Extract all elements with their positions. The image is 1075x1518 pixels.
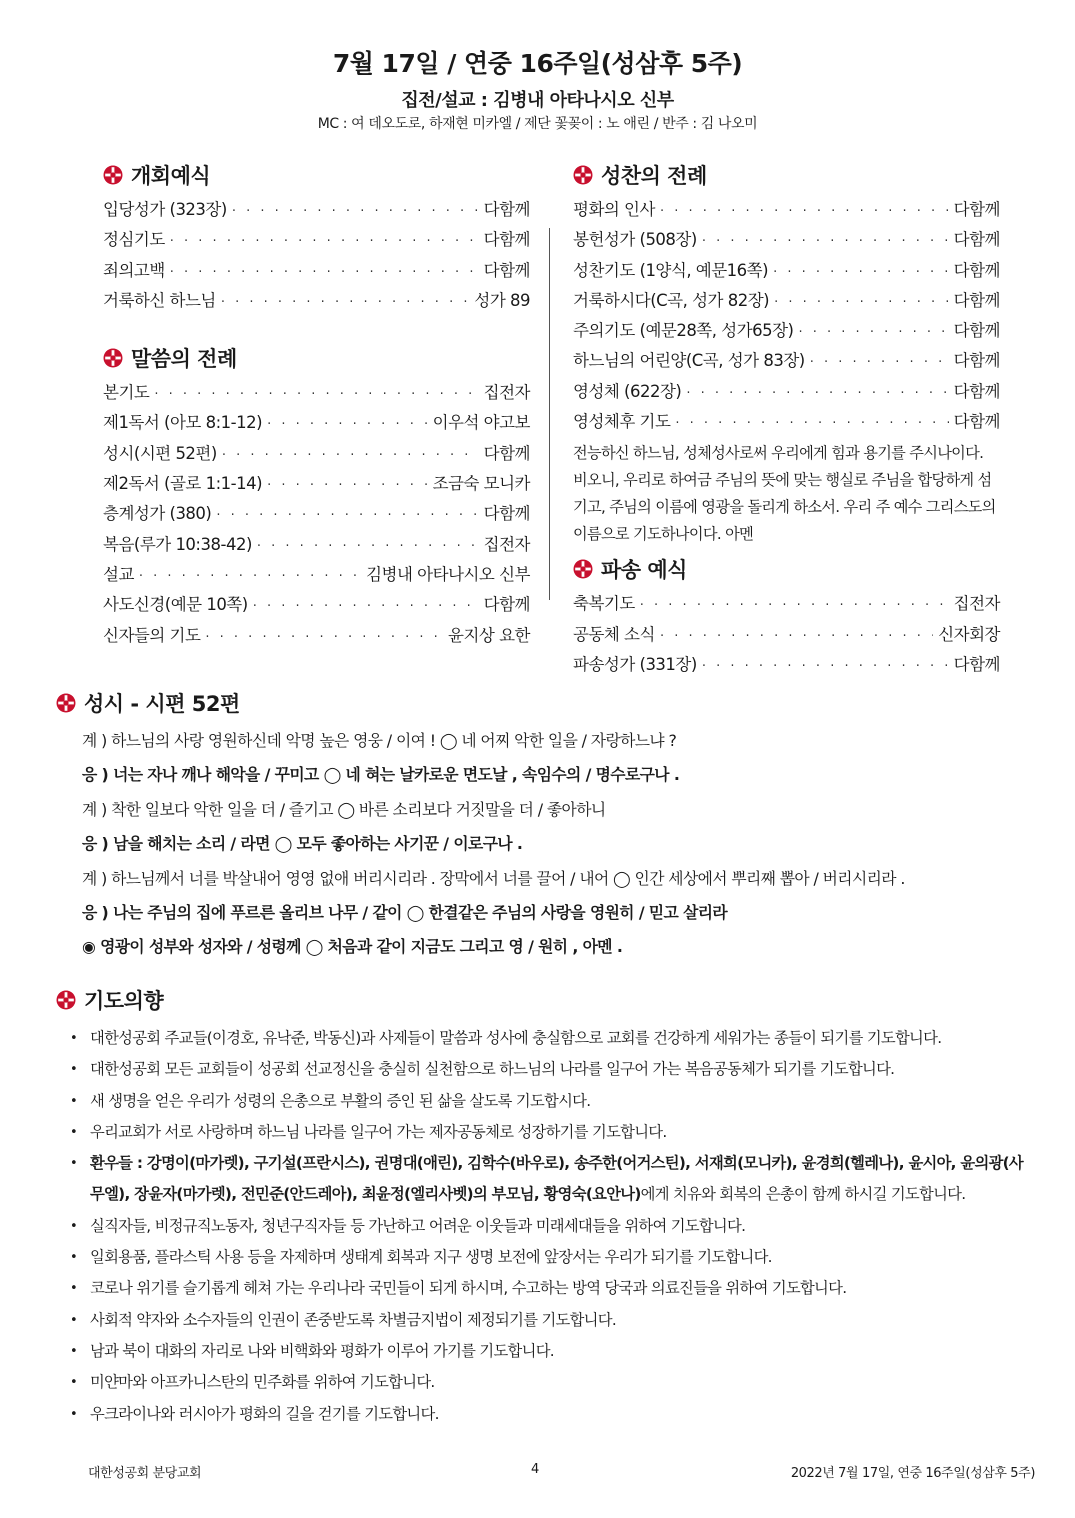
program-item-label: 주의기도 (예문28쪽, 성가65장) [573,321,794,341]
dot-leader [267,417,428,432]
list-item: • 우리교회가 서로 사랑하며 하느님 나라를 일구어 가는 제자공동체로 성장하기를 기도합니다. [56,1117,1026,1148]
footer-page-number: 4 [531,1462,539,1477]
program-row [573,378,1000,408]
program-item-value: 다함께 [483,443,530,463]
sick-names: 강명이(마가렛), 구기설(프란시스), 권명대(애린), 김학수(바우로), 송주한(어거스틴), 서재희(모니카), 윤경희(헬레나), 윤시아, 윤의광(사무엘), 장윤자(마가렛), 전민준(안드레아), 최윤정(엘리사벳)의 부모님, 황영숙(요안나) [90,1154,1024,1204]
program-row [103,409,530,439]
program-item-value: 다함께 [483,595,530,615]
red-cross-icon [573,165,593,185]
program-item-label: 거룩하신 하느님 [103,290,216,310]
program-item-value: 조금숙 모니카 [432,474,530,494]
list-item: • 남과 북이 대화의 자리로 나와 비핵화와 평화가 이루어 가기를 기도합니다. [56,1336,1026,1367]
dot-leader [221,295,470,310]
intentions-list [56,1023,1026,1430]
dot-leader [257,539,479,554]
program-row [573,287,1000,317]
program-item-value: 성가 89 [474,290,530,310]
program-row [103,470,530,500]
program-row [573,621,1000,651]
program-row [103,226,530,256]
program-row [103,500,530,530]
section-opening-heading: 개회예식 [103,160,530,190]
section-psalm-heading: 성시 - 시편 52편 [56,688,1026,718]
program-row [573,590,1000,620]
red-cross-icon [103,165,123,185]
red-cross-icon [56,990,76,1010]
program-row [573,257,1000,287]
program-item-value: 이우석 야고보 [432,413,530,433]
list-item: • 대한성공회 주교들(이경호, 유낙준, 박동신)과 사제들이 말씀과 성사에 충실함으로 교회를 건강하게 세워가는 종들이 되기를 기도합니다. [56,1023,1026,1054]
program-item-label: 하느님의 어린양(C곡, 성가 83장) [573,351,805,371]
program-item-value: 다함께 [953,412,1000,432]
dot-leader [205,630,443,645]
section-intentions-heading: 기도의향 [56,985,1026,1015]
program-item-value: 다함께 [953,290,1000,310]
dot-leader [216,508,478,523]
program-item-label: 입당성가 (323장) [103,200,227,219]
program-row [103,287,530,317]
program-row [103,622,530,652]
dot-leader [640,598,949,613]
program-row [103,561,530,591]
footer-church: 대한성공회 분당교회 [88,1466,202,1481]
dot-leader [773,265,949,280]
program-item-value: 신자회장 [938,624,1000,644]
dot-leader [810,355,949,370]
program-item-label: 죄의고백 [103,260,165,280]
dot-leader [154,387,478,402]
mc-line: MC : 여 데오도로, 하재현 미카엘 / 제단 꽃꽂이 : 노 애린 / 반주 : 김 나오미 [317,116,758,132]
post-communion-prayer: 전능하신 하느님, 성체성사로써 우리에게 힘과 용기를 주시나이다. 비오니, 우리로 하여금 주님의 뜻에 맞는 행실로 주님을 합당하게 섬기고, 주님의 이름에 영광을 돌리게 하소서. 우리 주 예수 그리스도의 이름으로 기도하나이다. 아멘 [573,444,996,544]
program-item-value: 다함께 [953,321,1000,341]
program-item-label: 파송성가 (331장) [573,654,697,674]
list-item: • 실직자들, 비정규직노동자, 청년구직자들 등 가난하고 어려운 이웃들과 미래세대들을 위하여 기도합니다. [56,1211,1026,1242]
list-item: • 미얀마와 아프카니스탄의 민주화를 위하여 기도합니다. [56,1367,1026,1398]
program-item-value: 다함께 [483,230,530,250]
dot-leader [253,599,479,614]
red-cross-icon [56,693,76,713]
red-cross-icon [573,559,593,579]
dot-leader [170,234,479,249]
column-divider [549,228,550,600]
program-item-label: 신자들의 기도 [103,625,201,645]
psalm-line: 응 ) 남을 해치는 소리 / 라면 ◯ 모두 좋아하는 사기꾼 / 이로구나 . [82,834,523,854]
list-item-sick [56,1148,1026,1211]
program-item-value: 다함께 [953,260,1000,280]
dot-leader [660,204,949,219]
program-row [573,196,1000,226]
program-item-label: 복음(루가 10:38-42) [103,534,252,554]
program-item-value: 다함께 [483,260,530,280]
psalm-line: 응 ) 너는 자나 깨나 해악을 / 꾸미고 ◯ 네 혀는 날카로운 면도날 , 속임수의 / 명수로구나 . [82,765,680,785]
program-item-value: 다함께 [953,654,1000,674]
program-row [103,257,530,287]
section-word-heading: 말씀의 전례 [103,343,530,373]
program-item-label: 정심기도 [103,230,165,250]
list-item: • 사회적 약자와 소수자들의 인권이 존중받도록 차별금지법이 제정되기를 기도합니다. [56,1305,1026,1336]
program-row [103,531,530,561]
list-item: • 새 생명을 얻은 우리가 성령의 은총으로 부활의 증인 된 삶을 살도록 기도합시다. [56,1086,1026,1117]
psalm-line: 응 ) 나는 주님의 집에 푸르른 올리브 나무 / 같이 ◯ 한결같은 주님의 사랑을 영원히 / 믿고 살리라 [82,902,728,922]
list-item: • 우크라이나와 러시아가 평화의 길을 걷기를 기도합니다. [56,1399,1026,1430]
program-item-value: 다함께 [483,200,530,219]
program-item-label: 본기도 [103,383,150,403]
program-item-value: 김병내 아타나시오 신부 [366,564,530,584]
program-item-label: 설교 [103,564,134,584]
program-row [573,408,1000,438]
dot-leader [675,416,948,431]
program-row [103,591,530,621]
program-item-label: 영성체후 기도 [573,412,671,432]
psalm-line: ◉ 영광이 성부와 성자와 / 성령께 ◯ 처음과 같이 지금도 그리고 영 / 원히 , 아멘 . [82,937,623,957]
sick-prefix: 환우들 : [90,1154,147,1173]
word-list [103,379,530,652]
program-item-label: 거룩하시다(C곡, 성가 82장) [573,290,770,310]
section-dismissal-heading: 파송 예식 [573,554,1000,584]
program-item-label: 영성체 (622장) [573,381,682,401]
opening-list [103,196,530,317]
dot-leader [222,448,479,463]
program-item-value: 집전자 [483,383,530,403]
intentions-section [56,985,1026,1430]
list-item: • 일회용품, 플라스틱 사용 등을 자제하며 생태계 회복과 지구 생명 보전에 앞장서는 우리가 되기를 기도합니다. [56,1242,1026,1273]
dot-leader [139,569,361,584]
officiant-line: 집전/설교 : 김병내 아타나시오 신부 [401,90,674,111]
eucharist-list [573,196,1000,438]
dot-leader [170,265,479,280]
program-item-label: 제2독서 (골로 1:1-14) [103,474,263,494]
program-row [103,440,530,470]
dismissal-list [573,590,1000,681]
program-item-value: 집전자 [483,534,530,554]
psalm-line: 계 ) 하느님께서 너를 박살내어 영영 없애 버리시리라 . 장막에서 너를 끌어 / 내어 ◯ 인간 세상에서 뿌리째 뽑아 / 버리시리라 . [82,868,905,888]
dot-leader [774,295,949,310]
program-item-value: 다함께 [953,351,1000,371]
program-row [573,317,1000,347]
dot-leader [799,325,949,340]
dot-leader [702,659,949,674]
program-item-label: 층계성가 (380) [103,504,212,524]
section-eucharist-heading: 성찬의 전례 [573,160,1000,190]
right-column [573,160,1000,681]
dot-leader [702,234,949,249]
footer-date: 2022년 7월 17일, 연중 16주일(성삼후 5주) [790,1466,1035,1481]
program-row [573,347,1000,377]
program-row [573,226,1000,256]
sick-suffix: 에게 치유와 회복의 은총이 함께 하시길 기도합니다. [640,1185,966,1204]
program-item-value: 윤지상 요한 [448,625,530,645]
program-row [103,379,530,409]
program-item-label: 사도신경(예문 10쪽) [103,595,248,615]
program-item-label: 성시(시편 52편) [103,443,217,463]
program-item-label: 축복기도 [573,594,635,614]
program-item-label: 공동체 소식 [573,624,655,644]
red-cross-icon [103,348,123,368]
list-item: • 코로나 위기를 슬기롭게 헤쳐 가는 우리나라 국민들이 되게 하시며, 수고하는 방역 당국과 의료진들을 위하여 기도합니다. [56,1273,1026,1304]
dot-leader [686,386,948,401]
left-column [103,160,530,652]
list-item: • 대한성공회 모든 교회들이 성공회 선교정신을 충실히 실천함으로 하느님의 나라를 일구어 가는 복음공동체가 되기를 기도합니다. [56,1054,1026,1085]
program-item-value: 다함께 [953,230,1000,250]
dot-leader [267,478,428,493]
program-item-label: 성찬기도 (1양식, 예문16쪽) [573,260,769,280]
program-item-value: 다함께 [953,381,1000,401]
program-row [573,651,1000,681]
program-item-label: 제1독서 (아모 8:1-12) [103,413,263,433]
program-row [103,196,530,226]
dot-leader [660,629,933,644]
program-item-value: 다함께 [953,200,1000,219]
page-title: 7월 17일 / 연중 16주일(성삼후 5주) [332,49,743,78]
psalm-line: 계 ) 하느님의 사랑 영원하신데 악명 높은 영웅 / 이여 ! ◯ 네 어찌 악한 일을 / 자랑하느냐 ? [82,731,677,750]
program-item-label: 평화의 인사 [573,200,655,219]
program-item-value: 집전자 [953,594,1000,614]
dot-leader [232,204,479,219]
psalm-section [56,688,1026,965]
psalm-line: 계 ) 착한 일보다 악한 일을 더 / 즐기고 ◯ 바른 소리보다 거짓말을 더 / 좋아하니 [82,799,606,819]
program-item-value: 다함께 [483,504,530,524]
program-item-label: 봉헌성가 (508장) [573,230,697,250]
